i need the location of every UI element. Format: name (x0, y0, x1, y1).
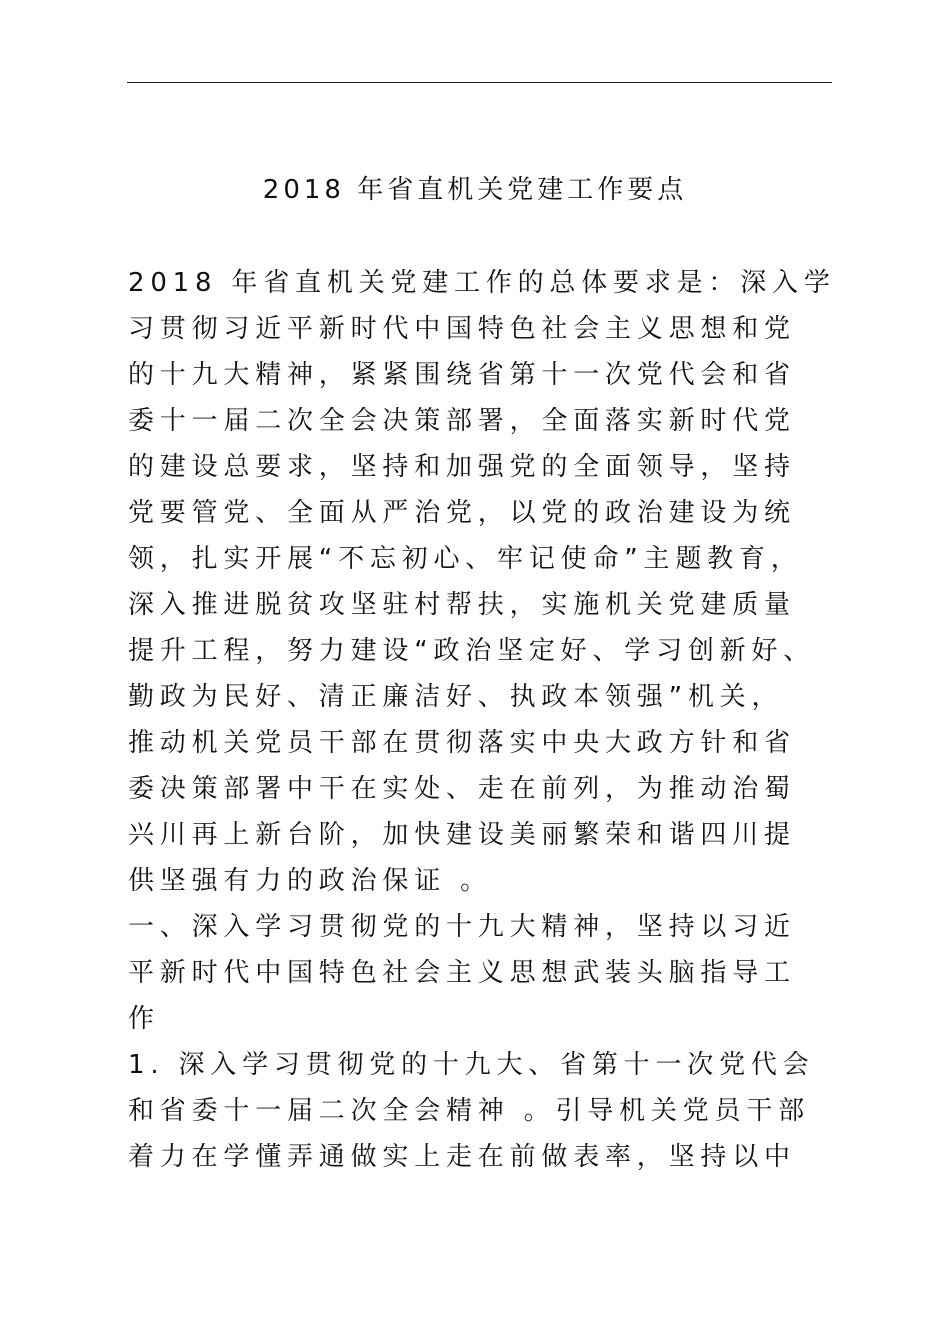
body-line: 供坚强有力的政治保证 。 (128, 866, 492, 896)
item-line: 1. 深入学习贯彻党的十九大、省第十一次党代会 (128, 1050, 815, 1080)
section-heading-line: 平新时代中国特色社会主义思想武装头脑指导工 (128, 958, 796, 988)
body-line: 深入推进脱贫攻坚驻村帮扶，实施机关党建质量 (128, 590, 796, 620)
document-title: 2018 年省直机关党建工作要点 (262, 175, 688, 205)
body-line: 领，扎实开展“不忘初心、牢记使命”主题教育， (128, 544, 803, 574)
body-line: 党要管党、全面从严治党，以党的政治建设为统 (128, 498, 796, 528)
item-line: 着力在学懂弄通做实上走在前做表率，坚持以中 (128, 1142, 796, 1172)
body-line: 提升工程，努力建设“政治坚定好、学习创新好、 (128, 636, 816, 666)
body-line: 勤政为民好、清正廉洁好、执政本领强”机关， (128, 682, 784, 712)
body-line: 的十九大精神，紧紧围绕省第十一次党代会和省 (128, 360, 796, 390)
item-line: 和省委十一届二次全会精神 。引导机关党员干部 (128, 1096, 810, 1126)
section-heading-line: 作 (128, 1004, 160, 1034)
body-line: 兴川再上新台阶，加快建设美丽繁荣和谐四川提 (128, 820, 796, 850)
body-line: 推动机关党员干部在贯彻落实中央大政方针和省 (128, 728, 796, 758)
section-heading-line: 一、深入学习贯彻党的十九大精神，坚持以习近 (128, 912, 796, 942)
body-line: 委决策部署中干在实处、走在前列，为推动治蜀 (128, 774, 796, 804)
body-line: 2018 年省直机关党建工作的总体要求是：深入学 (128, 268, 836, 298)
body-line: 习贯彻习近平新时代中国特色社会主义思想和党 (128, 314, 796, 344)
document-body (128, 260, 848, 1180)
body-line: 的建设总要求，坚持和加强党的全面领导，坚持 (128, 452, 796, 482)
body-line: 委十一届二次全会决策部署，全面落实新时代党 (128, 406, 796, 436)
header-rule (127, 82, 832, 83)
